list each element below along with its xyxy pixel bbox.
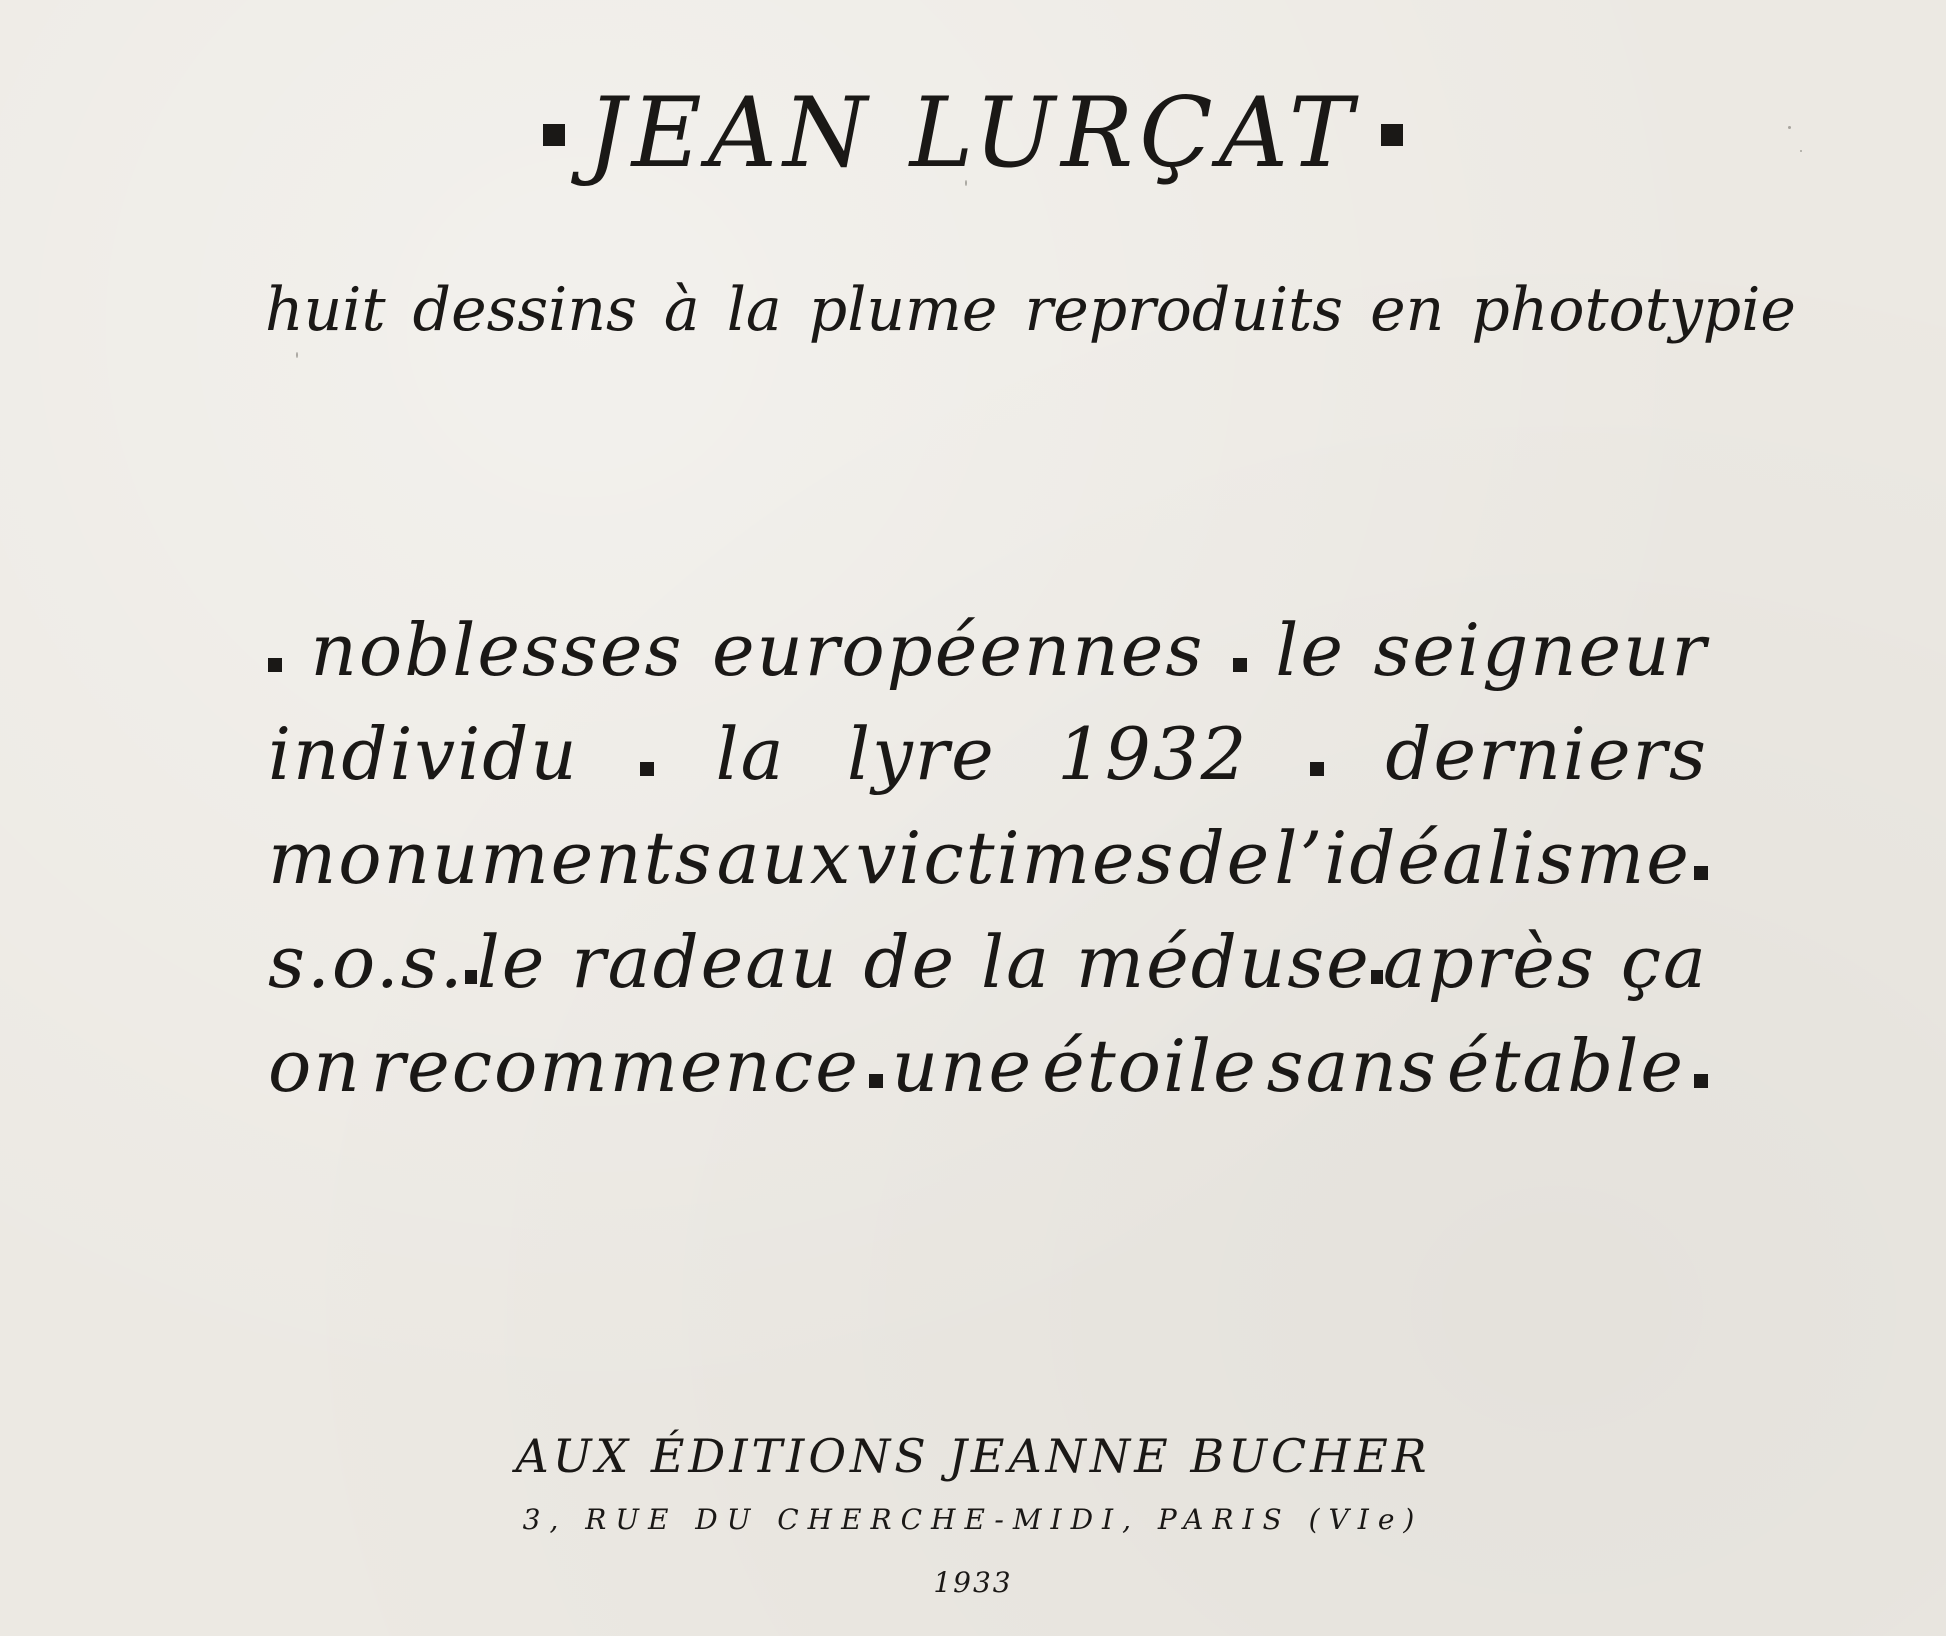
subtitle-word: à: [663, 275, 700, 345]
bullet-square: [1694, 1074, 1708, 1088]
subtitle-word: dessins: [412, 275, 637, 345]
bullet-square: [640, 762, 654, 776]
title-line: [268, 806, 1708, 910]
title-word: étable: [1446, 1024, 1686, 1108]
subtitle-word: reproduits: [1024, 275, 1344, 345]
title-line: [268, 598, 1708, 702]
publisher-line: AUX ÉDITIONS JEANNE BUCHER: [515, 1429, 1431, 1483]
title-word: la: [715, 712, 786, 796]
title-word: individu: [268, 712, 579, 796]
bullet-square: [1694, 866, 1708, 880]
paper-speck: [296, 352, 298, 358]
title-line: [268, 1014, 1708, 1118]
book-title-text: JEAN LURÇAT: [587, 77, 1359, 189]
title-word: aux: [716, 816, 853, 900]
publication-year: 1933: [933, 1566, 1013, 1599]
title-word: étoile: [1042, 1024, 1258, 1108]
ornament-square: [1381, 124, 1403, 146]
ornament-square: [543, 124, 565, 146]
bullet-square: [869, 1074, 883, 1088]
bullet-square: [1233, 658, 1247, 672]
subtitle-word: la: [726, 275, 782, 345]
bullet-square: [268, 658, 282, 672]
drawing-titles-list: [268, 598, 1708, 1118]
bullet-square: [1371, 970, 1383, 984]
title-word: européennes: [711, 608, 1205, 692]
title-word: 1932: [1057, 712, 1249, 796]
bullet-square: [465, 970, 477, 984]
title-word: victimes: [855, 816, 1176, 900]
title-word: lyre: [847, 712, 996, 796]
subtitle-word: plume: [808, 275, 998, 345]
title-word: le: [1275, 608, 1345, 692]
paper-speck: [1788, 126, 1791, 129]
title-word: recommence: [370, 1024, 860, 1108]
title-word: on: [268, 1024, 362, 1108]
subtitle-word: en: [1370, 275, 1445, 345]
title-word: l’idéalisme: [1274, 816, 1691, 900]
title-word: le radeau de la méduse: [476, 920, 1371, 1004]
title-word: s.o.s.: [268, 920, 465, 1004]
paper-speck: [1800, 150, 1802, 152]
title-word: après ça: [1382, 920, 1708, 1004]
title-word: une: [891, 1024, 1034, 1108]
title-word: sans: [1266, 1024, 1438, 1108]
title-word: seigneur: [1373, 608, 1708, 692]
subtitle-word: phototypie: [1471, 275, 1796, 345]
title-line: [268, 910, 1708, 1014]
subtitle: [265, 275, 1796, 345]
title-line: [268, 702, 1708, 806]
subtitle-word: huit: [265, 275, 386, 345]
title-word: derniers: [1385, 712, 1708, 796]
title-word: noblesses: [310, 608, 684, 692]
publisher-address: 3, RUE DU CHERCHE-MIDI, PARIS (VIe): [522, 1503, 1424, 1536]
title-word: monuments: [268, 816, 714, 900]
bullet-square: [1310, 762, 1324, 776]
paper-speck: [965, 180, 967, 186]
book-title: [0, 78, 1946, 188]
title-word: de: [1178, 816, 1272, 900]
